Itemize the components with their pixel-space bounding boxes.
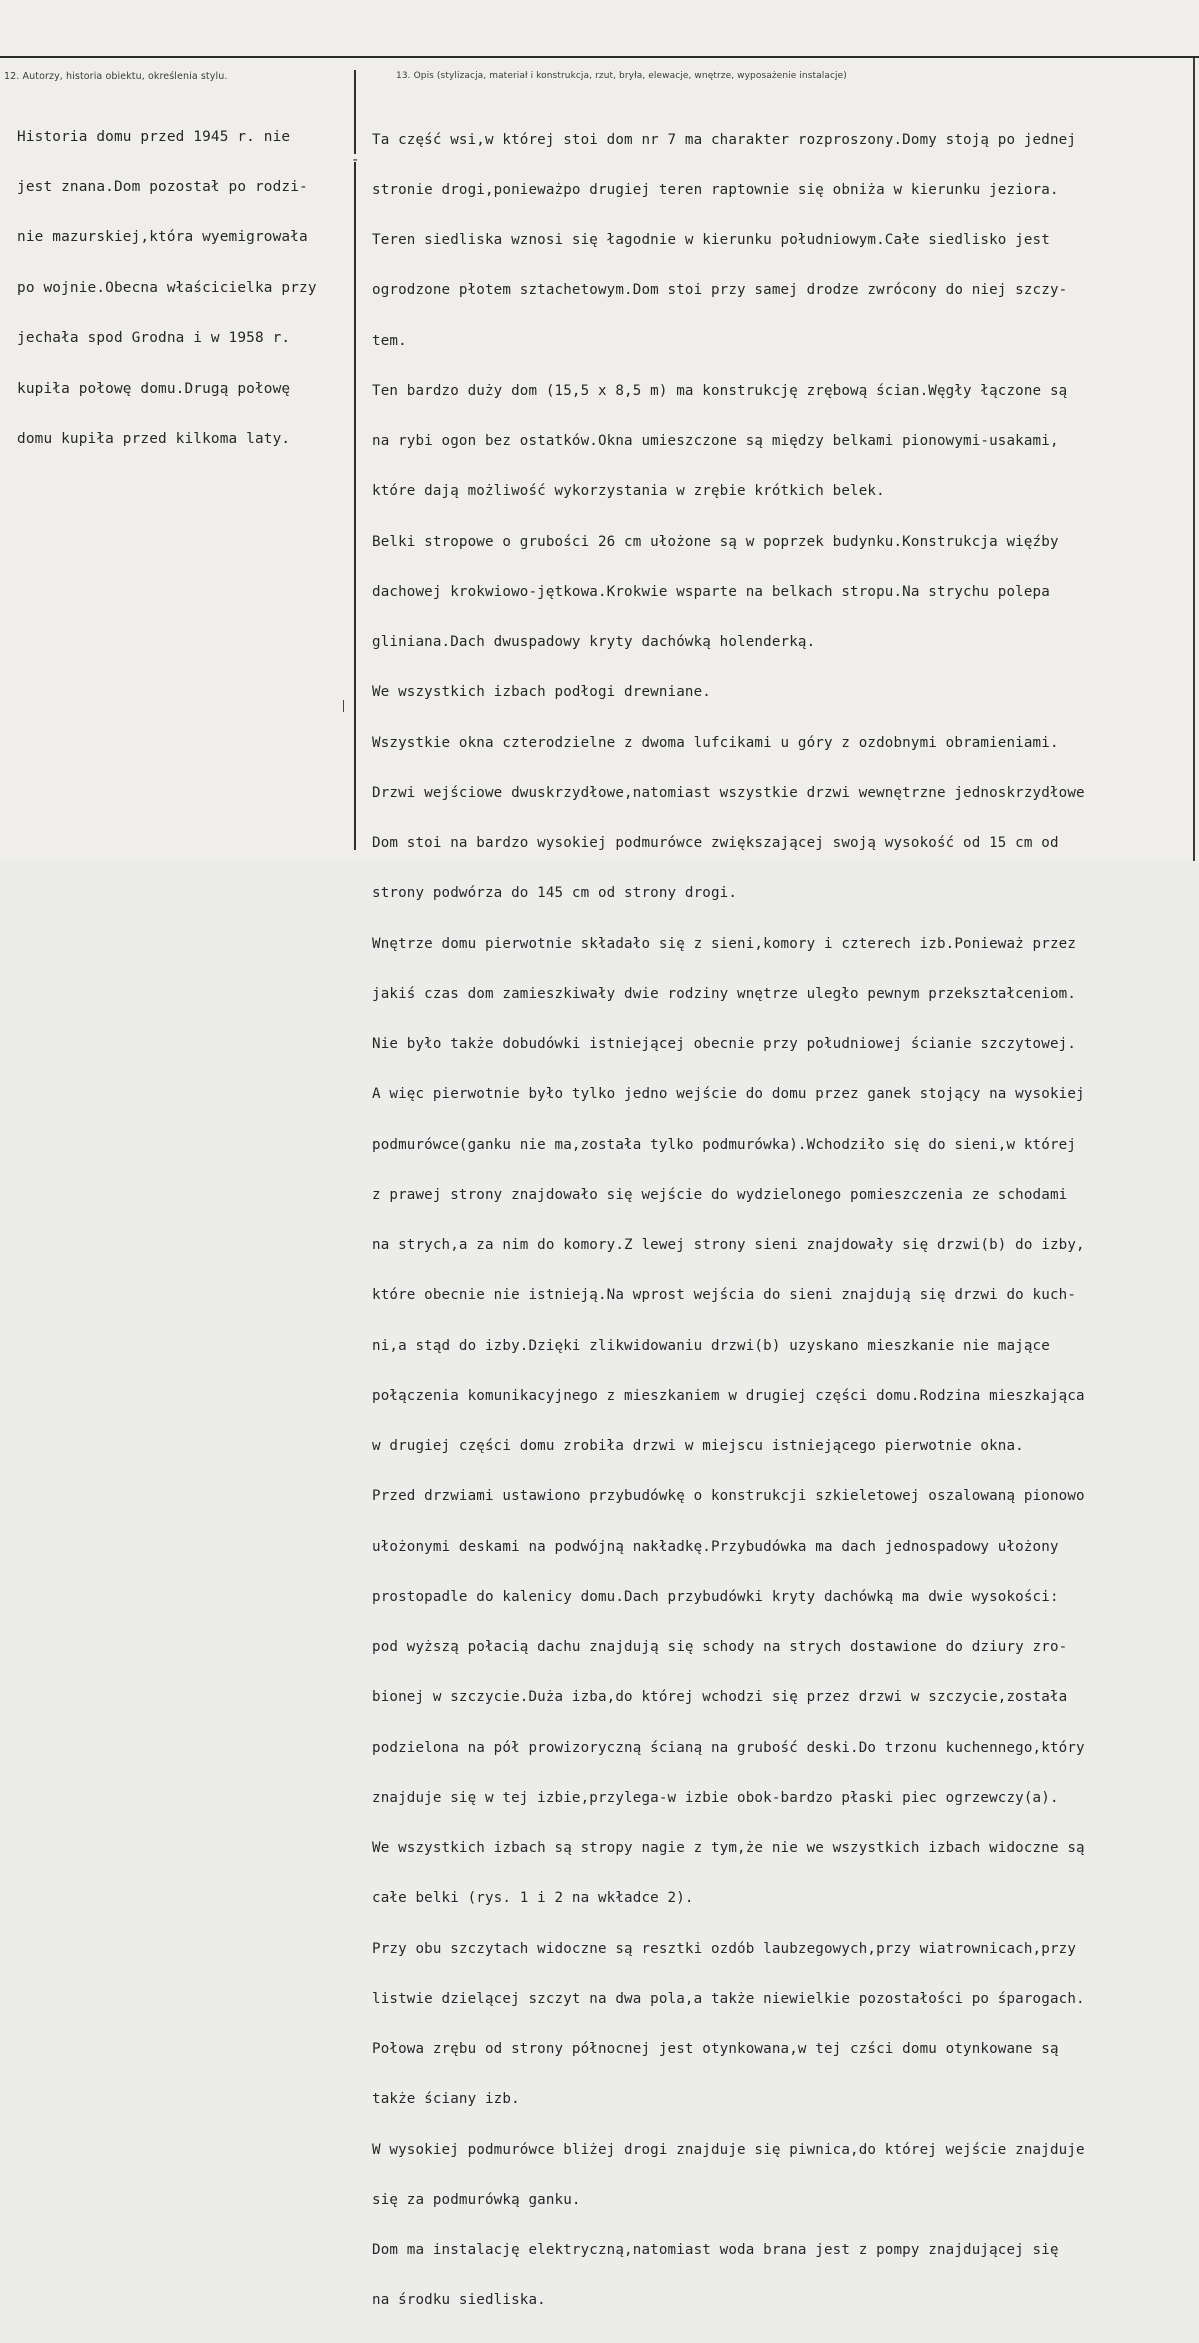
- description-line: ni,a stąd do izby.Dzięki zlikwidowaniu drzwi(b) uzyskano mieszkanie nie mające: [372, 1337, 1050, 1354]
- description-line: Dom ma instalację elektryczną,natomiast woda brana jest z pompy znajdującej się: [372, 2242, 1059, 2258]
- description-line: podmurówce(ganku nie ma,została tylko podmurówka).Wchodziło się do sieni,w której: [372, 1136, 1077, 1153]
- description-line: bionej w szczycie.Duża izba,do której wchodzi się przez drzwi w szczycie,została: [372, 1689, 1068, 1706]
- description-line: listwie dzielącej szczyt na dwa pola,a także niewielkie pozostałości po śparogach.: [372, 1990, 1085, 2007]
- description-line: Nie było także dobudówki istniejącej obecnie przy południowej ścianie szczytowej.: [372, 1036, 1077, 1052]
- description-line: podzielona na pół prowizoryczną ścianą na grubość deski.Do trzonu kuchennego,który: [372, 1739, 1085, 1756]
- history-text: [17, 95, 317, 481]
- margin-tick: [343, 700, 344, 712]
- history-line: jechała spod Grodna i w 1958 r.: [17, 330, 291, 347]
- description-line: dachowej krokwiowo-jętkowa.Krokwie wsparte na belkach stropu.Na strychu polepa: [372, 583, 1050, 600]
- margin-hyphen: -: [351, 152, 360, 168]
- right-edge-line: [1193, 58, 1195, 861]
- description-line: strony podwórza do 145 cm od strony drogi.: [372, 885, 738, 902]
- description-line: Ta część wsi,w której stoi dom nr 7 ma charakter rozproszony.Domy stoją po jednej: [372, 131, 1077, 148]
- description-line: Przy obu szczytach widoczne są resztki ozdób laubzegowych,przy wiatrownicach,przy: [372, 1940, 1077, 1957]
- description-line: Połowa zrębu od strony północnej jest otynkowana,w tej czści domu otynkowane są: [372, 2041, 1059, 2057]
- description-line: na środku siedliska.: [372, 2292, 546, 2309]
- history-line: jest znana.Dom pozostał po rodzi-: [17, 178, 308, 195]
- description-line: gliniana.Dach dwuspadowy kryty dachówką holenderką.: [372, 634, 816, 650]
- description-line: A więc pierwotnie było tylko jedno wejście do domu przez ganek stojący na wysokiej: [372, 1086, 1085, 1103]
- description-line: na strych,a za nim do komory.Z lewej strony sieni znajdowały się drzwi(b) do izby,: [372, 1237, 1085, 1253]
- description-line: się za podmurówką ganku.: [372, 2191, 581, 2208]
- description-line: Teren siedliska wznosi się łagodnie w kierunku południowym.Całe siedlisko jest: [372, 232, 1050, 248]
- description-line: Przed drzwiami ustawiono przybudówkę o konstrukcji szkieletowej oszalowaną pionowo: [372, 1488, 1085, 1505]
- description-line: w drugiej części domu zrobiła drzwi w miejscu istniejącego pierwotnie okna.: [372, 1438, 1024, 1454]
- description-line: Wszystkie okna czterodzielne z dwoma lufcikami u góry z ozdobnymi obramieniami.: [372, 734, 1059, 751]
- history-line: nie mazurskiej,która wyemigrowała: [17, 229, 308, 246]
- history-line: kupiła połowę domu.Drugą połowę: [17, 380, 291, 397]
- description-line: ułożonymi deskami na podwójną nakładkę.Przybudówka ma dach jednospadowy ułożony: [372, 1538, 1059, 1555]
- description-line: We wszystkich izbach podłogi drewniane.: [372, 684, 711, 701]
- description-line: Belki stropowe o grubości 26 cm ułożone są w poprzek budynku.Konstrukcja więźby: [372, 533, 1059, 550]
- right-column-header: 13. Opis (stylizacja, materiał i konstrukcja, rzut, bryła, elewacje, wnętrze, wyposażenie instalacje): [396, 71, 847, 81]
- description-line: znajduje się w tej izbie,przylega-w izbie obok-bardzo płaski piec ogrzewczy(a).: [372, 1789, 1059, 1806]
- description-line: Wnętrze domu pierwotnie składało się z sieni,komory i czterech izb.Ponieważ przez: [372, 935, 1077, 952]
- description-line: tem.: [372, 332, 407, 349]
- description-line: połączenia komunikacyjnego z mieszkaniem w drugiej części domu.Rodzina mieszkająca: [372, 1387, 1085, 1404]
- description-line: Ten bardzo duży dom (15,5 x 8,5 m) ma konstrukcję zrębową ścian.Węgły łączone są: [372, 382, 1068, 399]
- description-line: całe belki (rys. 1 i 2 na wkładce 2).: [372, 1890, 694, 1907]
- history-line: po wojnie.Obecna właścicielka przy: [17, 279, 317, 296]
- description-line: Drzwi wejściowe dwuskrzydłowe,natomiast wszystkie drzwi wewnętrzne jednoskrzydłowe: [372, 784, 1085, 801]
- description-line: W wysokiej podmurówce bliżej drogi znajduje się piwnica,do której wejście znajduje: [372, 2141, 1085, 2158]
- description-line: We wszystkich izbach są stropy nagie z tym,że nie we wszystkich izbach widoczne są: [372, 1840, 1085, 1856]
- description-line: także ściany izb.: [372, 2091, 520, 2108]
- header-divider: [0, 56, 1199, 58]
- description-line: z prawej strony znajdowało się wejście do wydzielonego pomieszczenia ze schodami: [372, 1186, 1068, 1203]
- column-divider: [354, 70, 356, 850]
- description-line: na rybi ogon bez ostatków.Okna umieszczone są między belkami pionowymi-usakami,: [372, 433, 1059, 449]
- description-line: ogrodzone płotem sztachetowym.Dom stoi przy samej drodze zwrócony do niej szczy-: [372, 282, 1068, 299]
- description-line: stronie drogi,ponieważpo drugiej teren raptownie się obniża w kierunku jeziora.: [372, 181, 1059, 198]
- description-line: które obecnie nie istnieją.Na wprost wejścia do sieni znajdują się drzwi do kuch-: [372, 1287, 1077, 1304]
- description-line: pod wyższą połacią dachu znajdują się schody na strych dostawione do dziury zro-: [372, 1639, 1068, 1655]
- history-line: domu kupiła przed kilkoma laty.: [17, 430, 291, 447]
- description-text: [372, 98, 1085, 2343]
- description-line: Dom stoi na bardzo wysokiej podmurówce zwiększającej swoją wysokość od 15 cm od: [372, 835, 1059, 851]
- description-line: które dają możliwość wykorzystania w zrębie krótkich belek.: [372, 483, 885, 500]
- description-line: prostopadle do kalenicy domu.Dach przybudówki kryty dachówką ma dwie wysokości:: [372, 1588, 1059, 1605]
- left-column-header: 12. Autorzy, historia obiektu, określenia stylu.: [4, 71, 228, 82]
- description-line: jakiś czas dom zamieszkiwały dwie rodziny wnętrze uległo pewnym przekształceniom.: [372, 985, 1077, 1002]
- history-line: Historia domu przed 1945 r. nie: [17, 128, 291, 145]
